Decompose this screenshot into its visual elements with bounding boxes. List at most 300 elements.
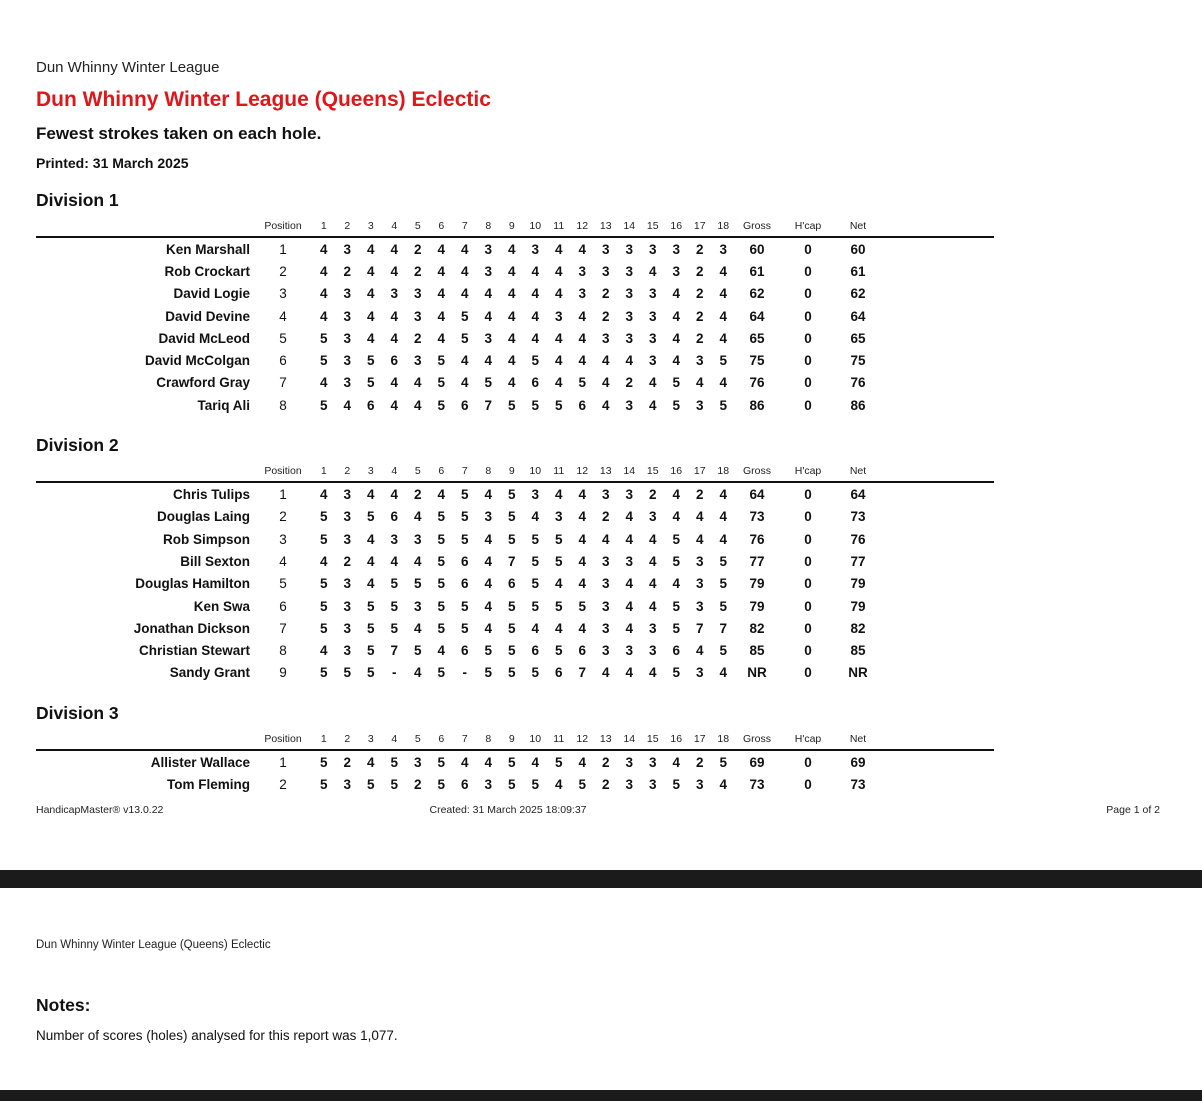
hole-score-17: 3	[695, 598, 704, 614]
hole-score-5: 3	[413, 308, 422, 324]
handicap-value: 0	[804, 330, 812, 346]
table-row	[36, 573, 994, 595]
hole-score-1: 5	[319, 665, 328, 681]
hole-score-13: 2	[601, 754, 610, 770]
handicap-value: 0	[804, 487, 812, 503]
divisions-container	[36, 180, 1202, 796]
hole-score-18: 4	[719, 308, 727, 324]
hole-score-15: 4	[648, 397, 657, 413]
hole-score-6: 5	[437, 665, 445, 681]
hole-score-1: 4	[319, 375, 328, 391]
hole-score-12: 4	[578, 487, 586, 503]
hole-score-12: 7	[578, 665, 586, 681]
gross-score: 79	[749, 598, 765, 614]
handicap-value: 0	[804, 263, 812, 279]
hole-score-13: 3	[601, 643, 610, 659]
hole-score-7: 6	[460, 397, 469, 413]
hole-score-2: 3	[343, 576, 351, 592]
header-hole-1: 1	[320, 733, 327, 746]
hole-score-12: 6	[578, 643, 586, 659]
gross-score: 73	[749, 509, 765, 525]
hole-score-8: 5	[484, 665, 492, 681]
hole-score-5: 3	[413, 598, 422, 614]
hole-score-16: 4	[672, 754, 680, 770]
hole-score-17: 3	[695, 776, 704, 792]
hole-score-9: 4	[507, 286, 516, 302]
hole-score-16: 5	[672, 553, 680, 569]
hole-score-4: 5	[390, 776, 398, 792]
hole-score-8: 4	[484, 531, 492, 547]
header-hole-6: 6	[438, 220, 445, 232]
header-net: Net	[849, 220, 867, 232]
handicap-value: 0	[804, 553, 812, 569]
hole-score-13: 3	[601, 598, 610, 614]
header-hole-17: 17	[693, 733, 706, 746]
hole-score-6: 5	[437, 375, 445, 391]
hole-score-12: 4	[578, 353, 586, 369]
hole-score-5: 2	[413, 487, 422, 503]
hole-score-10: 5	[531, 776, 539, 792]
table-row	[36, 528, 994, 550]
header-hole-11: 11	[553, 465, 565, 478]
hole-score-11: 3	[554, 509, 563, 525]
player-name: Christian Stewart	[138, 643, 250, 659]
hole-score-8: 3	[484, 241, 492, 257]
table-row	[36, 238, 994, 260]
notes-text: Number of scores (holes) analysed for this report was 1,077.	[36, 1028, 398, 1043]
hole-score-6: 4	[437, 263, 445, 279]
handicap-value: 0	[804, 509, 812, 525]
hole-score-1: 5	[319, 576, 328, 592]
hole-score-7: -	[462, 665, 467, 681]
player-position: 9	[279, 665, 287, 681]
hole-score-18: 5	[719, 643, 727, 659]
hole-score-18: 5	[719, 598, 727, 614]
hole-score-9: 4	[507, 353, 516, 369]
hole-score-2: 3	[343, 620, 351, 636]
header-hole-14: 14	[623, 733, 636, 746]
hole-score-8: 3	[484, 509, 492, 525]
header-hole-11: 11	[553, 733, 565, 746]
player-name: David McLeod	[158, 330, 250, 346]
header-hole-10: 10	[529, 465, 542, 478]
hole-score-16: 4	[672, 286, 680, 302]
hole-score-7: 6	[460, 553, 469, 569]
hole-score-4: 4	[390, 308, 398, 324]
hole-score-2: 5	[343, 665, 351, 681]
hole-score-7: 5	[460, 531, 469, 547]
handicap-value: 0	[804, 375, 812, 391]
hole-score-7: 5	[460, 487, 469, 503]
hole-score-6: 5	[437, 509, 445, 525]
hole-score-3: 5	[366, 375, 375, 391]
hole-score-4: 4	[390, 487, 398, 503]
hole-score-11: 5	[554, 531, 563, 547]
hole-score-18: 5	[719, 553, 727, 569]
hole-score-8: 4	[484, 598, 492, 614]
hole-score-4: 5	[390, 576, 398, 592]
hole-score-13: 3	[601, 620, 610, 636]
hole-score-15: 3	[648, 620, 657, 636]
page2-report-header: Dun Whinny Winter League (Queens) Eclectic	[36, 939, 271, 951]
table-row	[36, 372, 994, 394]
hole-score-8: 4	[484, 553, 492, 569]
hole-score-18: 5	[719, 397, 727, 413]
hole-score-11: 4	[554, 263, 563, 279]
net-score: 82	[850, 620, 866, 636]
hole-score-6: 4	[437, 330, 445, 346]
player-position: 1	[279, 241, 287, 257]
player-name: Ken Swa	[193, 598, 250, 614]
gross-score: 76	[749, 375, 765, 391]
hole-score-6: 5	[437, 553, 445, 569]
hole-score-8: 4	[484, 308, 492, 324]
header-hole-4: 4	[391, 220, 398, 232]
header-hole-18: 18	[717, 220, 730, 232]
header-hole-11: 11	[553, 220, 565, 232]
hole-score-17: 2	[695, 241, 704, 257]
hole-score-12: 5	[578, 375, 586, 391]
printed-date: Printed: 31 March 2025	[36, 155, 189, 171]
hole-score-6: 4	[437, 286, 445, 302]
header-hole-18: 18	[717, 733, 730, 746]
player-name: Rob Crockart	[164, 263, 250, 279]
hole-score-17: 3	[695, 397, 704, 413]
net-score: 75	[850, 353, 866, 369]
header-gross: Gross	[742, 465, 771, 478]
hole-score-8: 4	[484, 754, 492, 770]
hole-score-4: 3	[390, 531, 398, 547]
handicap-value: 0	[804, 397, 812, 413]
table-row	[36, 394, 994, 416]
hole-score-2: 3	[343, 598, 351, 614]
hole-score-9: 5	[507, 754, 516, 770]
hole-score-15: 3	[648, 776, 657, 792]
header-gross: Gross	[742, 733, 771, 746]
hole-score-14: 3	[625, 263, 633, 279]
hole-score-11: 4	[554, 487, 563, 503]
hole-score-10: 5	[531, 598, 539, 614]
hole-score-13: 2	[601, 776, 610, 792]
hole-score-3: 4	[366, 330, 375, 346]
player-position: 1	[279, 754, 287, 770]
player-name: Chris Tulips	[172, 487, 250, 503]
header-hole-12: 12	[576, 465, 589, 478]
hole-score-9: 4	[507, 375, 516, 391]
hole-score-15: 4	[648, 576, 657, 592]
player-position: 8	[279, 397, 287, 413]
header-hole-8: 8	[485, 220, 492, 232]
hole-score-7: 6	[460, 776, 469, 792]
hole-score-4: 4	[390, 241, 398, 257]
hole-score-1: 4	[319, 286, 328, 302]
player-name: Allister Wallace	[150, 754, 250, 770]
hole-score-12: 4	[578, 330, 586, 346]
net-score: 77	[850, 553, 866, 569]
player-position: 3	[279, 286, 287, 302]
hole-score-13: 4	[601, 375, 610, 391]
hole-score-16: 5	[672, 397, 680, 413]
handicap-value: 0	[804, 353, 812, 369]
hole-score-16: 4	[672, 509, 680, 525]
header-position: Position	[264, 220, 302, 232]
hole-score-3: 5	[366, 665, 375, 681]
hole-score-14: 3	[625, 286, 633, 302]
net-score: 85	[850, 643, 866, 659]
hole-score-1: 5	[319, 754, 328, 770]
net-score: 73	[850, 776, 866, 792]
hole-score-8: 4	[484, 286, 492, 302]
hole-score-18: 4	[719, 531, 727, 547]
header-hole-5: 5	[414, 733, 421, 746]
table-row	[36, 662, 994, 684]
header-net: Net	[849, 465, 867, 478]
footer-created-timestamp: Created: 31 March 2025 18:09:37	[429, 804, 587, 816]
hole-score-12: 4	[578, 553, 586, 569]
hole-score-5: 4	[413, 397, 422, 413]
hole-score-9: 5	[507, 531, 516, 547]
hole-score-13: 4	[601, 665, 610, 681]
player-name: Douglas Hamilton	[135, 576, 250, 592]
hole-score-6: 5	[437, 531, 445, 547]
hole-score-15: 4	[648, 553, 657, 569]
gross-score: 64	[749, 308, 765, 324]
net-score: 60	[850, 241, 866, 257]
hole-score-11: 4	[554, 286, 563, 302]
hole-score-8: 5	[484, 643, 492, 659]
net-score: NR	[848, 665, 868, 681]
hole-score-13: 2	[601, 509, 610, 525]
hole-score-3: 5	[366, 509, 375, 525]
header-hole-15: 15	[646, 220, 659, 232]
hole-score-7: 4	[460, 754, 469, 770]
header-hole-1: 1	[320, 465, 327, 478]
hole-score-1: 4	[319, 643, 328, 659]
hole-score-2: 3	[343, 776, 351, 792]
header-hole-3: 3	[367, 465, 374, 478]
hole-score-17: 3	[695, 576, 704, 592]
header-hole-2: 2	[344, 465, 351, 478]
hole-score-18: 4	[719, 487, 727, 503]
header-hole-13: 13	[599, 733, 612, 746]
header-hole-16: 16	[670, 465, 683, 478]
hole-score-8: 3	[484, 263, 492, 279]
header-hole-1: 1	[320, 220, 327, 232]
hole-score-9: 5	[507, 665, 516, 681]
player-position: 2	[279, 776, 287, 792]
handicap-value: 0	[804, 576, 812, 592]
hole-score-13: 4	[601, 397, 610, 413]
hole-score-16: 4	[672, 353, 680, 369]
hole-score-3: 4	[366, 263, 375, 279]
hole-score-2: 2	[343, 263, 351, 279]
header-hole-9: 9	[508, 220, 515, 232]
page-footer	[36, 804, 1160, 820]
header-hole-9: 9	[508, 733, 515, 746]
hole-score-14: 3	[625, 330, 633, 346]
division-title: Division 2	[36, 435, 119, 456]
header-hole-5: 5	[414, 220, 421, 232]
hole-score-5: 2	[413, 263, 422, 279]
player-name: Tom Fleming	[167, 776, 250, 792]
hole-score-2: 3	[343, 308, 351, 324]
hole-score-11: 5	[554, 598, 563, 614]
hole-score-6: 5	[437, 754, 445, 770]
header-hole-12: 12	[576, 220, 589, 232]
header-hole-10: 10	[529, 733, 542, 746]
hole-score-18: 3	[719, 241, 727, 257]
hole-score-7: 5	[460, 620, 469, 636]
table-row	[36, 506, 994, 528]
hole-score-6: 5	[437, 598, 445, 614]
hole-score-6: 4	[437, 308, 445, 324]
hole-score-14: 4	[625, 353, 633, 369]
hole-score-11: 4	[554, 375, 563, 391]
header-hole-16: 16	[670, 220, 683, 232]
hole-score-14: 3	[625, 308, 633, 324]
gross-score: 76	[749, 531, 765, 547]
hole-score-9: 4	[507, 241, 516, 257]
hole-score-2: 2	[343, 553, 351, 569]
hole-score-13: 4	[601, 531, 610, 547]
hole-score-1: 4	[319, 308, 328, 324]
header-hole-15: 15	[646, 465, 659, 478]
hole-score-2: 4	[343, 397, 351, 413]
hole-score-6: 5	[437, 353, 445, 369]
hole-score-12: 4	[578, 509, 586, 525]
hole-score-2: 3	[343, 353, 351, 369]
hole-score-4: 3	[390, 286, 398, 302]
hole-score-10: 4	[531, 308, 539, 324]
hole-score-11: 4	[554, 620, 563, 636]
table-header-row	[36, 731, 994, 747]
hole-score-18: 4	[719, 665, 727, 681]
hole-score-15: 3	[648, 509, 657, 525]
hole-score-9: 5	[507, 598, 516, 614]
gross-score: 64	[749, 487, 765, 503]
gross-score: 82	[749, 620, 765, 636]
header-hole-18: 18	[717, 465, 730, 478]
header-hcap: H'cap	[794, 220, 822, 232]
hole-score-5: 4	[413, 553, 422, 569]
hole-score-13: 4	[601, 353, 610, 369]
hole-score-11: 4	[554, 330, 563, 346]
hole-score-10: 4	[531, 286, 539, 302]
hole-score-18: 5	[719, 353, 727, 369]
player-position: 2	[279, 509, 287, 525]
hole-score-1: 5	[319, 598, 328, 614]
hole-score-15: 4	[648, 665, 657, 681]
header-hole-6: 6	[438, 733, 445, 746]
hole-score-10: 5	[531, 353, 539, 369]
header-hole-16: 16	[670, 733, 683, 746]
hole-score-18: 4	[719, 263, 727, 279]
hole-score-11: 5	[554, 754, 563, 770]
footer-app-version: HandicapMaster® v13.0.22	[36, 804, 164, 816]
division-section	[36, 180, 1202, 416]
hole-score-15: 3	[648, 286, 657, 302]
hole-score-17: 3	[695, 353, 704, 369]
hole-score-16: 4	[672, 308, 680, 324]
hole-score-12: 5	[578, 776, 586, 792]
hole-score-14: 4	[625, 509, 633, 525]
hole-score-6: 4	[437, 241, 445, 257]
header-gross: Gross	[742, 220, 771, 232]
hole-score-13: 3	[601, 330, 610, 346]
header-hole-3: 3	[367, 220, 374, 232]
header-hcap: H'cap	[794, 465, 822, 478]
header-hole-2: 2	[344, 220, 351, 232]
hole-score-11: 4	[554, 576, 563, 592]
hole-score-14: 4	[625, 531, 633, 547]
hole-score-13: 3	[601, 263, 610, 279]
hole-score-17: 7	[695, 620, 704, 636]
table-row	[36, 595, 994, 617]
hole-score-2: 2	[343, 754, 351, 770]
hole-score-13: 3	[601, 576, 610, 592]
hole-score-8: 5	[484, 375, 492, 391]
player-name: David Devine	[165, 308, 250, 324]
player-name: Douglas Laing	[156, 509, 250, 525]
player-position: 5	[279, 576, 287, 592]
hole-score-4: 4	[390, 553, 398, 569]
header-net: Net	[849, 733, 867, 746]
gross-score: 77	[749, 553, 765, 569]
hole-score-9: 5	[507, 643, 516, 659]
hole-score-18: 4	[719, 776, 727, 792]
hole-score-7: 4	[460, 353, 469, 369]
hole-score-18: 7	[719, 620, 727, 636]
hole-score-1: 5	[319, 397, 328, 413]
hole-score-4: 5	[390, 598, 398, 614]
header-hole-9: 9	[508, 465, 515, 478]
hole-score-11: 3	[554, 308, 563, 324]
hole-score-5: 4	[413, 665, 422, 681]
player-position: 1	[279, 487, 287, 503]
hole-score-7: 6	[460, 643, 469, 659]
hole-score-4: 5	[390, 620, 398, 636]
hole-score-5: 2	[413, 330, 422, 346]
gross-score: 60	[749, 241, 765, 257]
hole-score-12: 4	[578, 754, 586, 770]
hole-score-11: 4	[554, 776, 563, 792]
hole-score-8: 4	[484, 576, 492, 592]
hole-score-4: 7	[390, 643, 398, 659]
hole-score-15: 3	[648, 353, 657, 369]
table-row	[36, 260, 994, 282]
score-table	[36, 731, 994, 796]
table-row	[36, 305, 994, 327]
hole-score-14: 3	[625, 553, 633, 569]
player-position: 4	[279, 308, 287, 324]
table-row	[36, 483, 994, 505]
hole-score-16: 5	[672, 531, 680, 547]
hole-score-7: 4	[460, 263, 469, 279]
hole-score-2: 3	[343, 286, 351, 302]
hole-score-2: 3	[343, 487, 351, 503]
header-hole-15: 15	[646, 733, 659, 746]
player-name: Tariq Ali	[197, 397, 250, 413]
player-name: Crawford Gray	[156, 375, 250, 391]
hole-score-5: 4	[413, 509, 422, 525]
hole-score-1: 4	[319, 553, 328, 569]
hole-score-4: 5	[390, 754, 398, 770]
net-score: 65	[850, 330, 866, 346]
hole-score-9: 7	[507, 553, 516, 569]
hole-score-11: 5	[554, 643, 563, 659]
header-hole-4: 4	[391, 733, 398, 746]
hole-score-14: 4	[625, 576, 633, 592]
